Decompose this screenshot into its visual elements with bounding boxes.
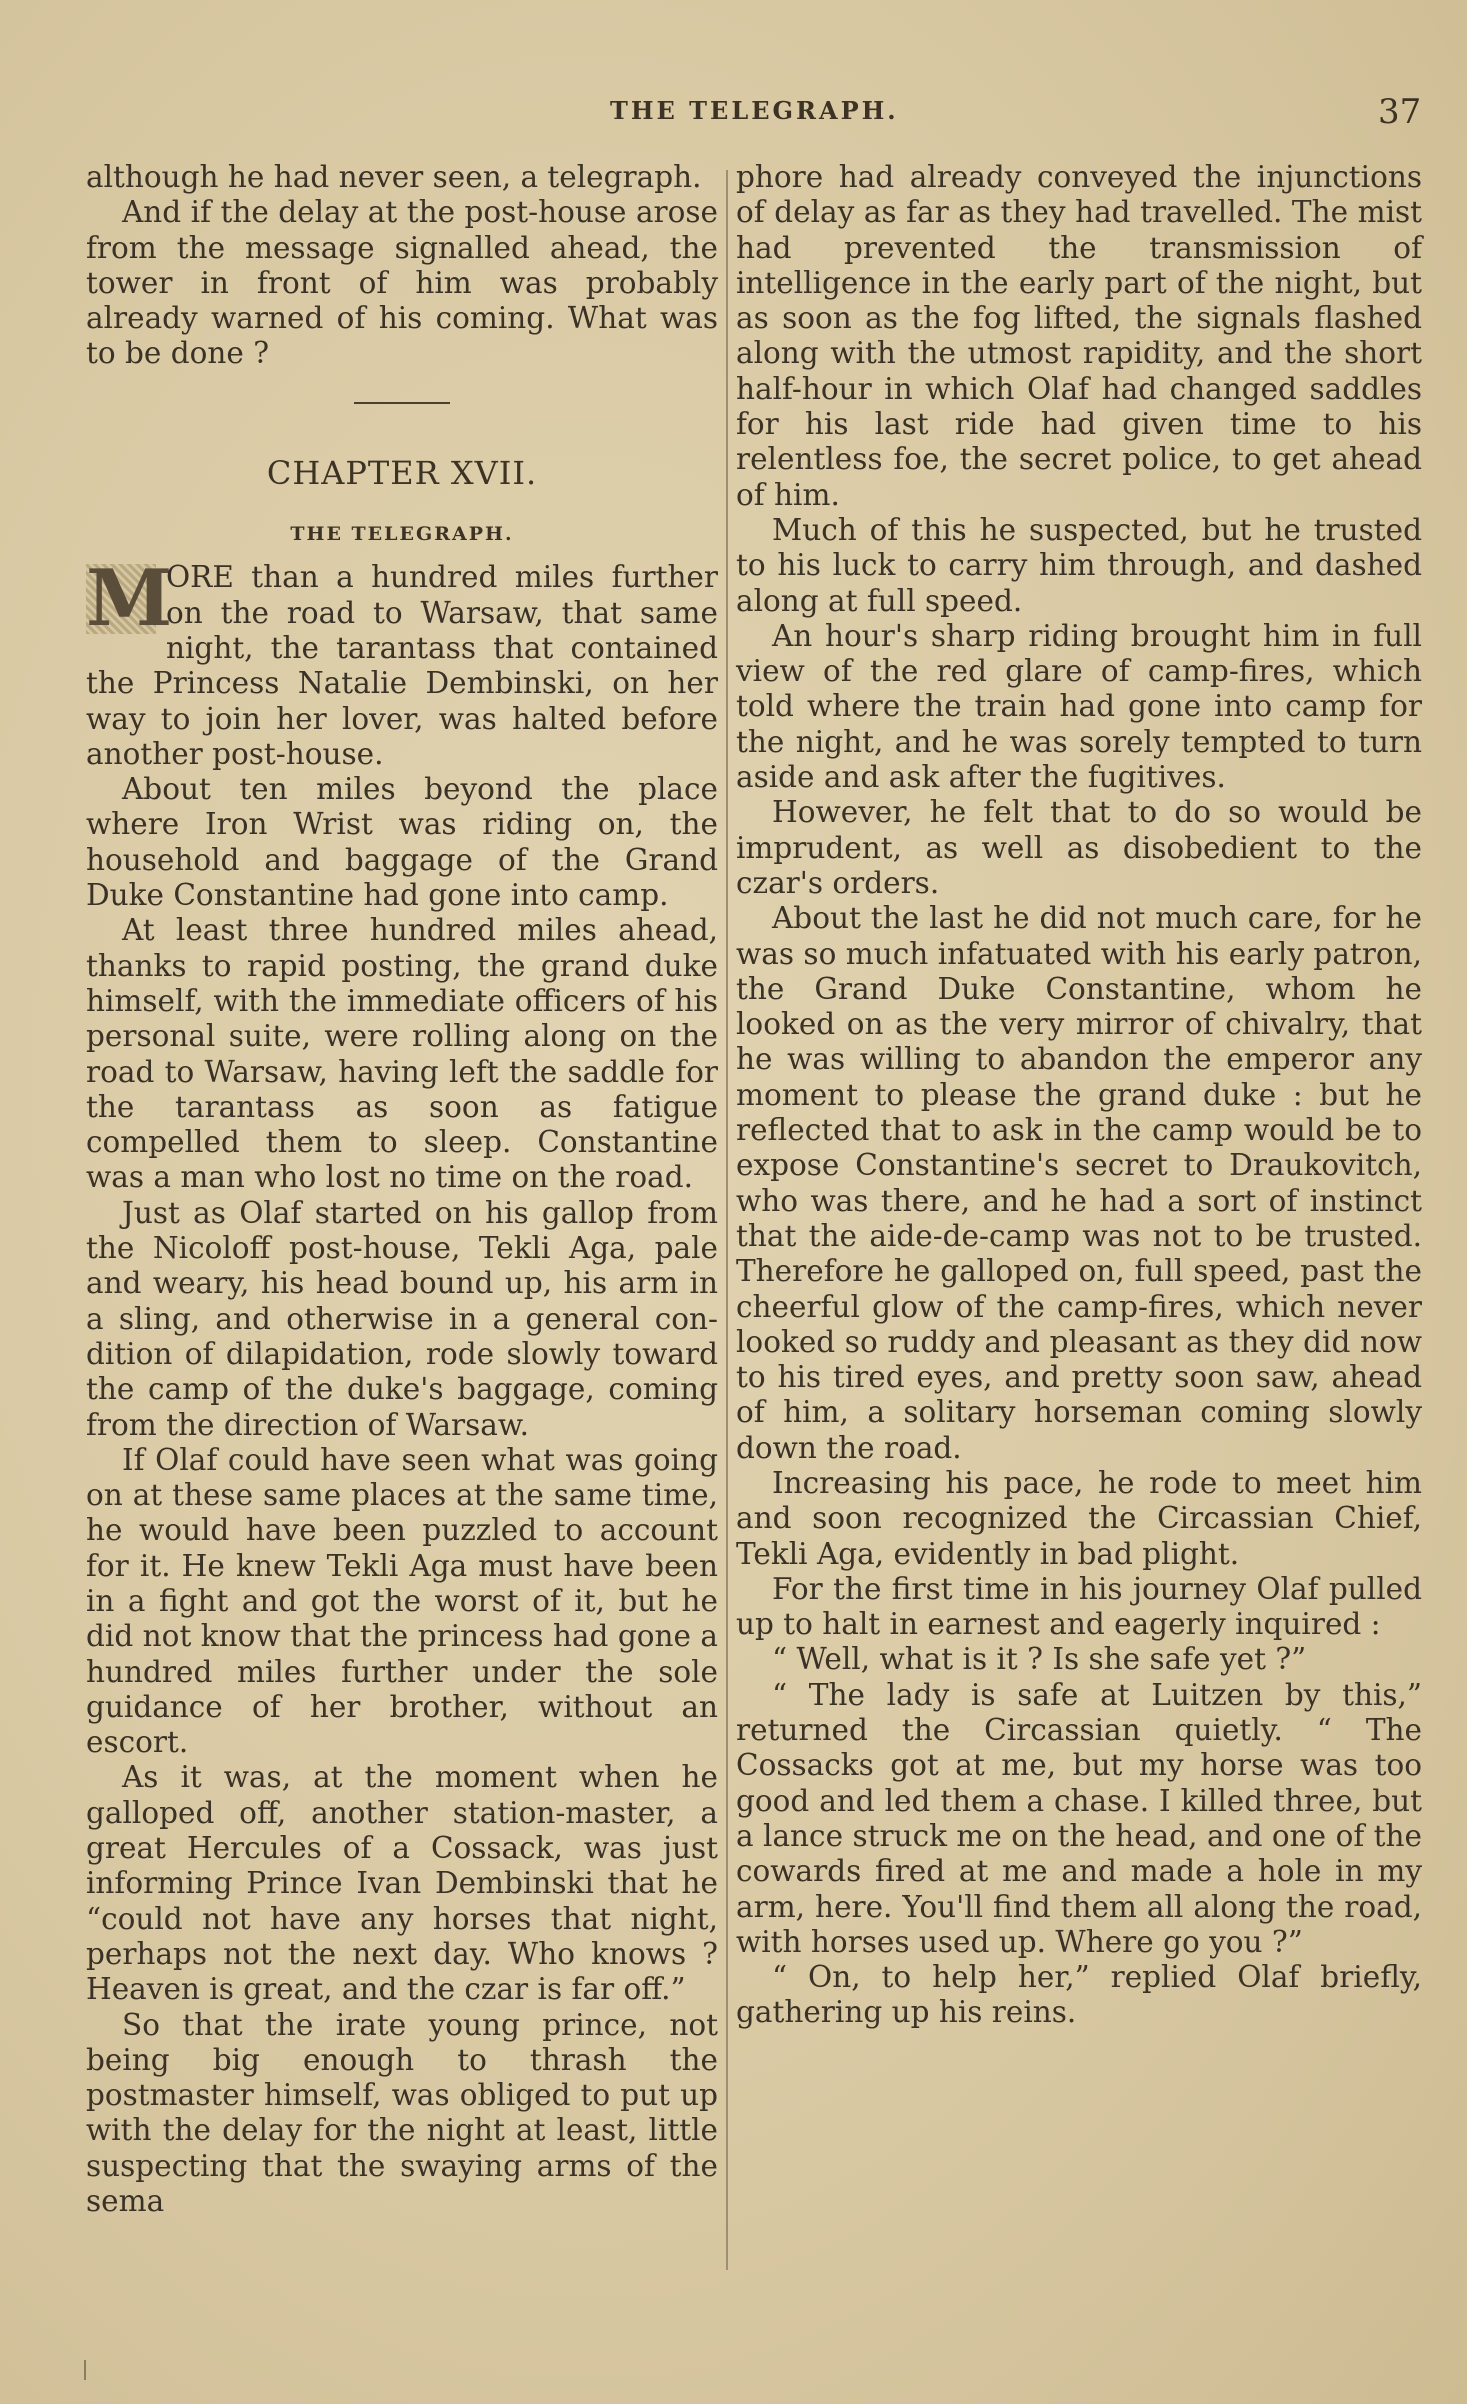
paragraph: “ On, to help her,” replied Olaf briefly, gathering up his reins. xyxy=(736,1960,1422,2030)
chapter-title: CHAPTER XVII. xyxy=(266,453,538,492)
paragraph: An hour's sharp riding brought him in full view of the red glare of camp-fires, which told where the train had gone into camp for the night, and he was sorely tempted to turn aside and ask after the fugitives. xyxy=(736,618,1422,795)
paragraph: If Olaf could have seen what was going on at these same places at the same time, he would have been puzzled to account for it. He knew Tekli Aga must have been in a fight and got the worst of it, but he did not know that the princess had gone a hundred miles further under the sole guidance of her brother, without an escort. xyxy=(86,1442,718,1760)
paragraph: About ten miles beyond the place where Iron Wrist was riding on, the household and baggage of the Grand Duke Constantine had gone into camp. xyxy=(86,772,718,913)
paragraph: “ The lady is safe at Luitzen by this,” returned the Circassian quietly. “ The Cossacks got at me, but my horse was too good and led them a chase. I killed three, but a lance struck me on the head, and one of the cowards fired at me and made a hole in my arm, here. You'll find them all along the road, with horses used up. Where go you ?” xyxy=(736,1677,1422,1959)
paragraph: However, he felt that to do so would be imprudent, as well as disobedient to the czar's orders. xyxy=(736,795,1422,900)
paragraph: Much of this he suspected, but he trusted to his luck to carry him through, and dashed along at full speed. xyxy=(736,512,1422,618)
paragraph: As it was, at the moment when he galloped off, another station-master, a great Hercules of a Cossack, was just informing Prince Ivan Dembinski that he “could not have any horses that night, perhaps not the next day. Who knows ? Heaven is great, and the czar is far off.” xyxy=(86,1760,718,2007)
page-number: 37 xyxy=(1378,92,1422,132)
paragraph: phore had already conveyed the injunctions of delay as far as they had travelled. The mist had prevented the transmission of intelligence in the early part of the night, but as soon as the fog lifted, the signals flashed along with the utmost rapidity, and the short half-hour in which Olaf had changed saddles for his last ride had given time to his relentless foe, the secret police, to get ahead of him. xyxy=(736,160,1422,512)
chapter-subtitle: THE TELEGRAPH. xyxy=(290,523,514,546)
running-title: THE TELEGRAPH. xyxy=(610,96,899,125)
paragraph: Just as Olaf started on his gallop from the Nicoloff post-house, Tekli Aga, pale and weary, his head bound up, his arm in a sling, and otherwise in a general condition of dilapidation, rode slowly toward the camp of the duke's baggage, coming from the direction of Warsaw. xyxy=(86,1195,718,1442)
paragraph: About the last he did not much care, for he was so much infatuated with his early patron, the Grand Duke Constantine, whom he looked on as the very mirror of chivalry, that he was willing to abandon the emperor any moment to please the grand duke : but he reflected that to ask in the camp would be to expose Constantine's secret to Draukovitch, who was there, and he had a sort of instinct that the aide-de-camp was not to be trusted. Therefore he galloped on, full speed, past the cheerful glow of the camp-fires, which never looked so ruddy and pleasant as they did now to his tired eyes, and pretty soon saw, ahead of him, a solitary horseman coming slowly down the road. xyxy=(736,901,1422,1465)
paragraph: “ Well, what is it ? Is she safe yet ?” xyxy=(772,1642,1307,1677)
print-mark xyxy=(84,2360,86,2380)
left-column xyxy=(86,160,718,2219)
paragraph-text: ORE than a hundred miles further on the road to Warsaw, that same night, the tarantass that contained the Princess Natalie Dembinski, on her way to join her lover, was halted before another post-house. xyxy=(86,560,718,771)
paragraph: For the first time in his journey Olaf pulled up to halt in earnest and eagerly inquired : xyxy=(736,1571,1422,1642)
paragraph: Increasing his pace, he rode to meet him and soon recognized the Circassian Chief, Tekli Aga, evidently in bad plight. xyxy=(736,1465,1422,1571)
paragraph: At least three hundred miles ahead, thanks to rapid posting, the grand duke himself, with the immediate officers of his personal suite, were rolling along on the road to Warsaw, having left the saddle for the tarantass as soon as fatigue compelled them to sleep. Constantine was a man who lost no time on the road. xyxy=(86,913,718,1195)
drop-cap: M xyxy=(86,553,173,645)
page-header xyxy=(0,92,1467,132)
right-column xyxy=(736,160,1422,2031)
column-divider xyxy=(726,170,728,2270)
chapter-opening-paragraph xyxy=(86,553,718,772)
section-divider xyxy=(354,402,450,404)
paragraph: And if the delay at the post-house arose from the message signalled ahead, the tower in front of him was probably already warned of his coming. What was to be done ? xyxy=(86,195,718,371)
paragraph: So that the irate young prince, not being big enough to thrash the postmaster himself, was obliged to put up with the delay for the night at least, little suspecting that the swaying arms of the sema xyxy=(86,2007,718,2219)
paragraph: although he had never seen, a telegraph. xyxy=(86,160,702,194)
